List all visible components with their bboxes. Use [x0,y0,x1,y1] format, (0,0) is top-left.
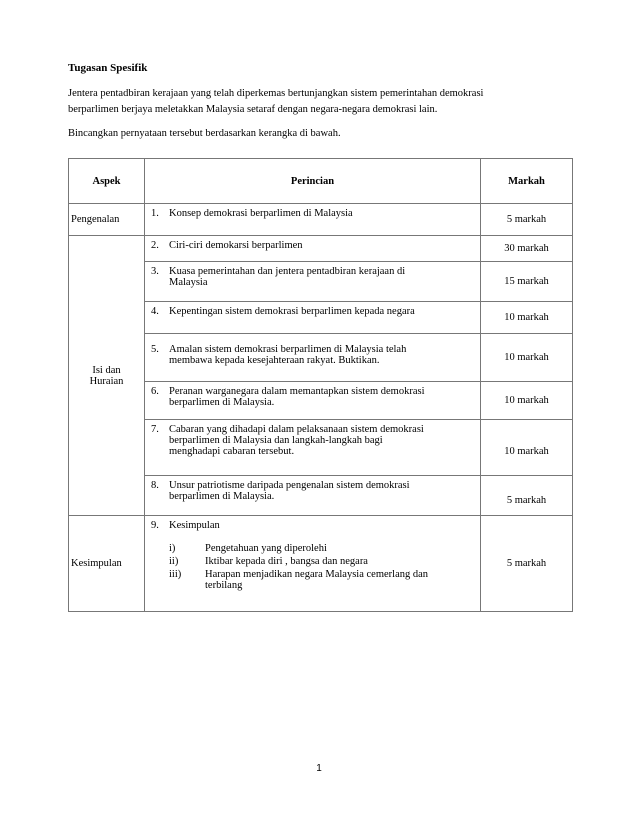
table-row [69,204,573,236]
table-row [69,420,573,476]
item-text-line-2: berparlimen di Malaysia. [169,491,275,502]
item-text-line-1: Cabaran yang dihadapi dalam pelaksanaan sistem demokrasi [169,424,424,435]
detail-cell [145,476,481,516]
list-item [151,306,474,317]
intro-line-2: berparlimen berjaya meletakkan Malaysia setaraf dengan negara-negara demokrasi lain. [68,104,438,115]
item-number: 5. [151,344,159,355]
detail-cell [145,204,481,236]
table-row [69,476,573,516]
mark-cell: 15 markah [481,262,573,302]
sub-item-text: Iktibar kepada diri , bangsa dan negara [205,556,368,567]
aspect-kesimpulan: Kesimpulan [69,516,145,612]
mark-cell: 5 markah [481,476,573,516]
header-perincian: Perincian [145,159,481,204]
item-number: 3. [151,266,159,277]
aspect-isi-huraian [69,236,145,516]
roman-numeral: i) [169,543,176,554]
roman-numeral: ii) [169,556,179,567]
item-text [169,344,406,366]
list-item [151,480,474,502]
list-item [151,424,474,457]
item-number: 1. [151,208,159,219]
list-item [151,266,474,288]
list-item [151,208,474,219]
item-number: 8. [151,480,159,491]
item-text [169,386,425,408]
mark-cell: 5 markah [481,204,573,236]
detail-cell [145,302,481,334]
item-text-line-1: Amalan sistem demokrasi berparlimen di Malaysia telah [169,344,407,355]
list-item [151,520,474,531]
page-number: 1 [316,763,322,774]
sub-item-text [205,569,428,591]
instruction-paragraph: Bincangkan pernyataan tersebut berdasarkan kerangka di bawah. [68,128,341,139]
aspect-isi-line-1: Isi dan [92,364,121,376]
mark-cell: 10 markah [481,382,573,420]
item-text-line-2: berparlimen di Malaysia. [169,397,275,408]
assessment-table [68,158,573,612]
item-text [169,266,405,288]
item-text-line-2: berparlimen di Malaysia dan langkah-langkah bagi [169,435,383,446]
item-text: Ciri-ciri demokarsi berparlimen [169,240,303,251]
detail-cell [145,420,481,476]
sub-item-text: Pengetahuan yang diperolehi [205,543,327,554]
item-text-line-1: Unsur patriotisme daripada pengenalan sistem demokrasi [169,480,410,491]
item-text-line-2: membawa kepada kesejahteraan rakyat. Buktikan. [169,355,380,366]
table-row [69,334,573,382]
sub-item-text-line-1: Harapan menjadikan negara Malaysia cemerlang dan [205,569,429,580]
item-text: Kesimpulan [169,520,220,531]
item-text [169,480,410,502]
list-item [151,344,474,366]
mark-cell: 5 markah [481,516,573,612]
mark-cell: 10 markah [481,420,573,476]
section-title: Tugasan Spesifik [68,62,148,74]
aspect-isi-line-2: Huraian [89,375,124,387]
mark-cell: 10 markah [481,334,573,382]
item-text-line-1: Peranan warganegara dalam memantapkan sistem demokrasi [169,386,425,397]
detail-cell [145,236,481,262]
header-aspek: Aspek [69,159,145,204]
sub-item-text-line-2: terbilang [205,580,243,591]
table-row [69,236,573,262]
item-text: Konsep demokrasi berparlimen di Malaysia [169,208,353,219]
list-item [151,240,474,251]
item-number: 2. [151,240,159,251]
detail-cell [145,516,481,612]
item-number: 4. [151,306,159,317]
sub-item [169,543,474,554]
item-text-line-1: Kuasa pemerintahan dan jentera pentadbiran kerajaan di [169,266,406,277]
table-row [69,302,573,334]
sub-item [169,556,474,567]
item-text-line-2: Malaysia [169,277,208,288]
list-item [151,386,474,408]
detail-cell [145,382,481,420]
table-row [69,516,573,612]
item-number: 7. [151,424,159,435]
mark-cell: 30 markah [481,236,573,262]
roman-numeral: iii) [169,569,182,580]
item-number: 9. [151,520,159,531]
mark-cell: 10 markah [481,302,573,334]
aspect-pengenalan: Pengenalan [69,204,145,236]
sub-item [169,569,474,591]
item-text [169,424,424,457]
intro-line-1: Jentera pentadbiran kerajaan yang telah diperkemas bertunjangkan sistem pemerintahan demokrasi [68,88,484,99]
table-header-row [69,159,573,204]
conclusion-sublist [151,543,474,591]
intro-paragraph [68,86,568,118]
detail-cell [145,334,481,382]
item-number: 6. [151,386,159,397]
item-text: Kepentingan sistem demokrasi berparlimen kepada negara [169,306,415,317]
header-markah: Markah [481,159,573,204]
item-text-line-3: menghadapi cabaran tersebut. [169,446,295,457]
detail-cell [145,262,481,302]
table-row [69,382,573,420]
table-row [69,262,573,302]
